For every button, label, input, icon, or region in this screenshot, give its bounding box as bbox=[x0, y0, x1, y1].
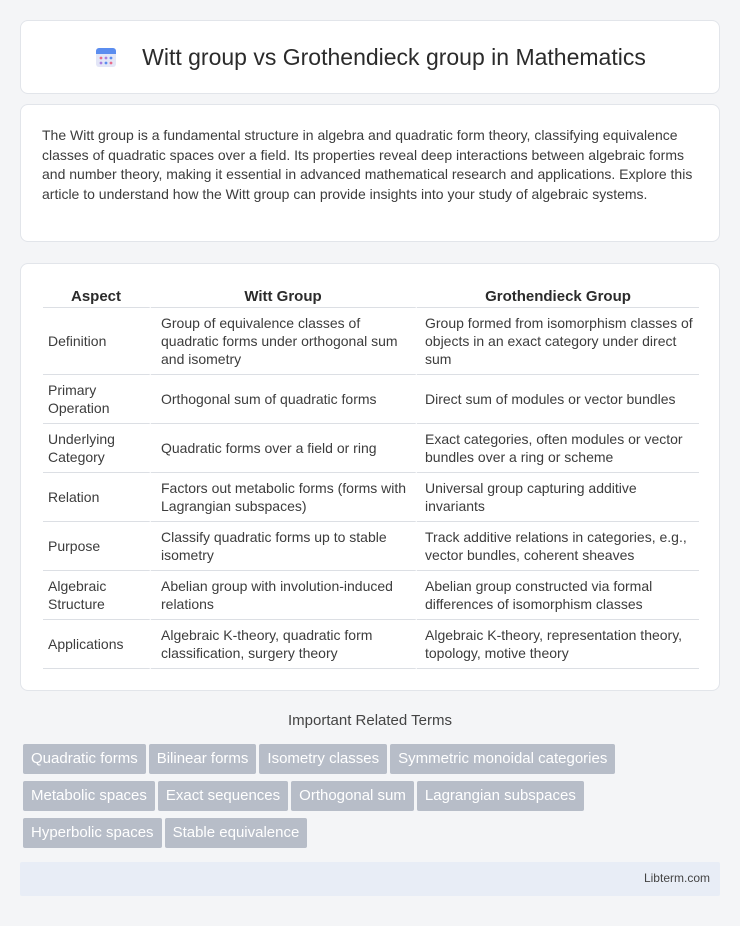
cell-grothendieck: Group formed from isomorphism classes of objects in an exact category under direct sum bbox=[417, 308, 699, 375]
tag-bilinear-forms[interactable]: Bilinear forms bbox=[149, 744, 257, 774]
cell-aspect: Purpose bbox=[43, 522, 151, 571]
table-row bbox=[43, 473, 699, 522]
tag-lagrangian-subspaces[interactable]: Lagrangian subspaces bbox=[417, 781, 584, 811]
cell-aspect: Algebraic Structure bbox=[43, 571, 151, 620]
intro-text: The Witt group is a fundamental structure in algebra and quadratic form theory, classifying equivalence classes of quadratic spaces over a field. Its properties reveal deep interactions between algebraic forms and number theory, making it essential in advanced mathematical research and applications. Explore this article to understand how the Witt group can provide insights into your study of algebraic systems. bbox=[42, 127, 693, 202]
table-row bbox=[43, 522, 699, 571]
cell-grothendieck: Exact categories, often modules or vector bundles over a ring or scheme bbox=[417, 424, 699, 473]
tag-quadratic-forms[interactable]: Quadratic forms bbox=[23, 744, 146, 774]
cell-aspect: Applications bbox=[43, 620, 151, 669]
table-row bbox=[43, 308, 699, 375]
header-witt-group: Witt Group bbox=[151, 284, 417, 308]
cell-witt: Factors out metabolic forms (forms with Lagrangian subspaces) bbox=[151, 473, 417, 522]
cell-witt: Classify quadratic forms up to stable isometry bbox=[151, 522, 417, 571]
table-row bbox=[43, 424, 699, 473]
tag-exact-sequences[interactable]: Exact sequences bbox=[158, 781, 288, 811]
cell-aspect: Underlying Category bbox=[43, 424, 151, 473]
calendar-icon bbox=[94, 45, 118, 69]
table-row bbox=[43, 620, 699, 669]
footer-site-link[interactable]: Libterm.com bbox=[643, 871, 710, 885]
title-card bbox=[20, 20, 720, 94]
tag-isometry-classes[interactable]: Isometry classes bbox=[259, 744, 387, 774]
tag-stable-equivalence[interactable]: Stable equivalence bbox=[165, 818, 308, 848]
table-row bbox=[43, 571, 699, 620]
cell-grothendieck: Direct sum of modules or vector bundles bbox=[417, 375, 699, 424]
related-terms-tags bbox=[23, 744, 723, 855]
header-grothendieck-group: Grothendieck Group bbox=[417, 284, 699, 308]
tag-orthogonal-sum[interactable]: Orthogonal sum bbox=[291, 781, 414, 811]
cell-witt: Abelian group with involution-induced relations bbox=[151, 571, 417, 620]
cell-grothendieck: Algebraic K-theory, representation theory, topology, motive theory bbox=[417, 620, 699, 669]
cell-witt: Group of equivalence classes of quadratic forms under orthogonal sum and isometry bbox=[151, 308, 417, 375]
cell-aspect: Relation bbox=[43, 473, 151, 522]
cell-aspect: Primary Operation bbox=[43, 375, 151, 424]
table-header-row bbox=[43, 284, 699, 308]
cell-witt: Quadratic forms over a field or ring bbox=[151, 424, 417, 473]
page-title: Witt group vs Grothendieck group in Mathematics bbox=[142, 43, 646, 70]
table-row bbox=[43, 375, 699, 424]
header-aspect: Aspect bbox=[43, 284, 151, 308]
comparison-table bbox=[43, 284, 699, 669]
cell-grothendieck: Abelian group constructed via formal differences of isomorphism classes bbox=[417, 571, 699, 620]
cell-witt: Orthogonal sum of quadratic forms bbox=[151, 375, 417, 424]
tag-symmetric-monoidal-categories[interactable]: Symmetric monoidal categories bbox=[390, 744, 615, 774]
cell-aspect: Definition bbox=[43, 308, 151, 375]
tag-hyperbolic-spaces[interactable]: Hyperbolic spaces bbox=[23, 818, 162, 848]
footer bbox=[20, 862, 720, 896]
cell-grothendieck: Universal group capturing additive invariants bbox=[417, 473, 699, 522]
cell-witt: Algebraic K-theory, quadratic form classification, surgery theory bbox=[151, 620, 417, 669]
tag-metabolic-spaces[interactable]: Metabolic spaces bbox=[23, 781, 155, 811]
intro-card bbox=[20, 104, 720, 242]
comparison-card bbox=[20, 263, 720, 691]
related-terms-title: Important Related Terms bbox=[288, 712, 452, 729]
cell-grothendieck: Track additive relations in categories, e.g., vector bundles, coherent sheaves bbox=[417, 522, 699, 571]
